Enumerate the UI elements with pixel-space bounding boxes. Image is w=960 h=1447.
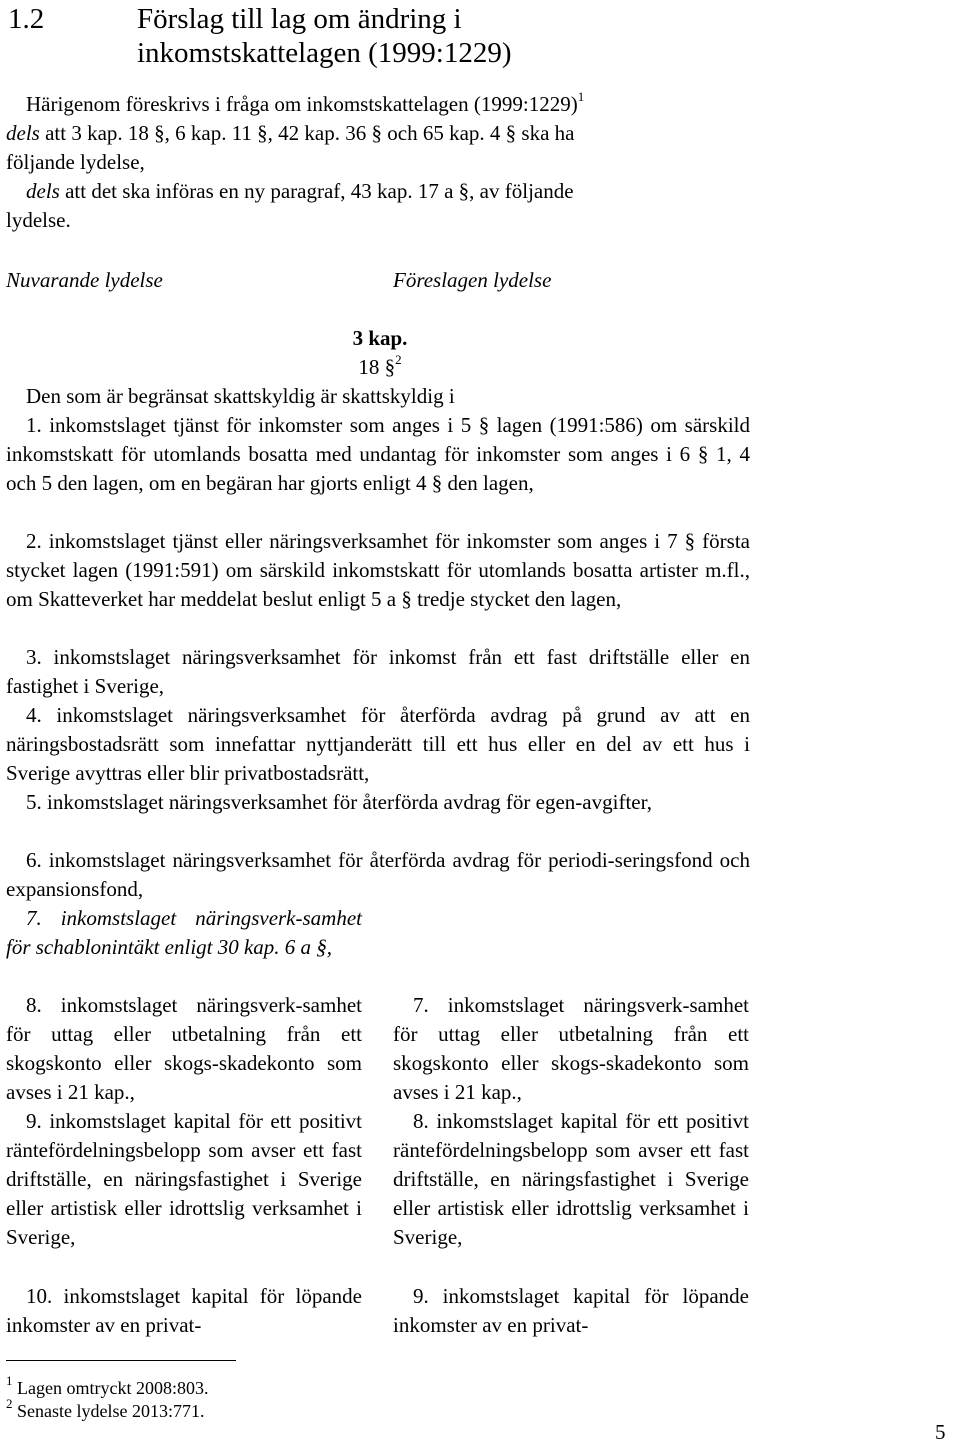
footnote-ref-2: 2	[395, 352, 402, 367]
item-2: 2. inkomstslaget tjänst eller näringsverksamhet för inkomster som anges i 7 § första stycket lagen (1991:591) om särskild inkomstskatt för utomlands bosatta artister m.fl., om Skatteverket har meddelat beslut enligt 5 a § tredje stycket den lagen,	[6, 529, 750, 611]
right-item-7: 7. inkomstslaget näringsverk-samhet för uttag eller utbetalning från ett skogskonto eller skogs-skadekonto som avses i 21 kap.,	[393, 993, 749, 1104]
page-number: 5	[935, 1420, 946, 1444]
left-item-9: 9. inkomstslaget kapital för ett positivt räntefördelningsbelopp som avser ett fast driftställe, en näringsfastighet i Sverige eller artistisk eller idrottslig verksamhet i Sverige,	[6, 1109, 362, 1249]
left-item-10: 10. inkomstslaget kapital för löpande inkomster av en privat-	[6, 1284, 362, 1337]
item-6: 6. inkomstslaget näringsverksamhet för återförda avdrag för periodi-seringsfond och expansionsfond,	[6, 848, 750, 901]
intro-line1: Härigenom föreskrivs i fråga om inkomstskattelagen (1999:1229)$^1$	[26, 89, 585, 116]
left-item-7: 7. inkomstslaget näringsverk-samhet för schablonintäkt enligt 30 kap. 6 a §,	[6, 906, 362, 959]
right-column-header: Föreslagen lydelse	[393, 268, 552, 292]
footnote-2: $^2$ Senaste lydelse 2013:771.	[6, 1396, 205, 1421]
intro-paragraph: Den som är begränsat skattskyldig är skattskyldig i	[26, 384, 455, 408]
section-title-line2: inkomstskattelagen (1999:1229)	[137, 37, 512, 69]
section-heading: 18 §$^2$	[358, 352, 402, 379]
item-4: 4. inkomstslaget näringsverksamhet för återförda avdrag på grund av att en näringsbostadsrätt som innefattar nyttjanderätt till ett hus eller en del av ett hus i Sverige avyttras eller blir privatbostadsrätt,	[6, 703, 750, 785]
item-3: 3. inkomstslaget näringsverksamhet för inkomst från ett fast driftställe eller en fastighet i Sverige,	[6, 645, 750, 698]
chapter-heading: 3 kap.	[352, 326, 408, 350]
footnote-ref-1: 1	[577, 89, 585, 104]
right-item-8: 8. inkomstslaget kapital för ett positivt räntefördelningsbelopp som avser ett fast driftställe, en näringsfastighet i Sverige eller artistisk eller idrottslig verksamhet i Sverige,	[393, 1109, 749, 1249]
section-number: 1.2	[8, 3, 45, 35]
footnote-separator	[6, 1360, 236, 1361]
item-1: 1. inkomstslaget tjänst för inkomster som anges i 5 § lagen (1991:586) om särskild inkomstskatt för utomlands bosatta med undantag för inkomster som anges i 6 § 1, 4 och 5 den lagen, om en begäran har gjorts enligt 4 § den lagen,	[6, 413, 750, 495]
item-5: 5. inkomstslaget näringsverksamhet för återförda avdrag för egen-avgifter,	[26, 790, 653, 814]
intro-line3: följande lydelse,	[6, 150, 145, 174]
intro-line5: lydelse.	[6, 208, 71, 232]
footnote-1: $^1$ Lagen omtryckt 2008:803.	[6, 1373, 209, 1398]
section-title-line1: Förslag till lag om ändring i	[137, 3, 462, 35]
intro-line4: dels att det ska införas en ny paragraf, 43 kap. 17 a §, av följande	[26, 179, 574, 203]
right-item-9: 9. inkomstslaget kapital för löpande inkomster av en privat-	[393, 1284, 749, 1337]
left-item-8: 8. inkomstslaget näringsverk-samhet för uttag eller utbetalning från ett skogskonto eller skogs-skadekonto som avses i 21 kap.,	[6, 993, 362, 1104]
left-column-header: Nuvarande lydelse	[6, 268, 163, 292]
intro-line2: dels att 3 kap. 18 §, 6 kap. 11 §, 42 kap. 36 § och 65 kap. 4 § ska ha	[6, 121, 575, 145]
